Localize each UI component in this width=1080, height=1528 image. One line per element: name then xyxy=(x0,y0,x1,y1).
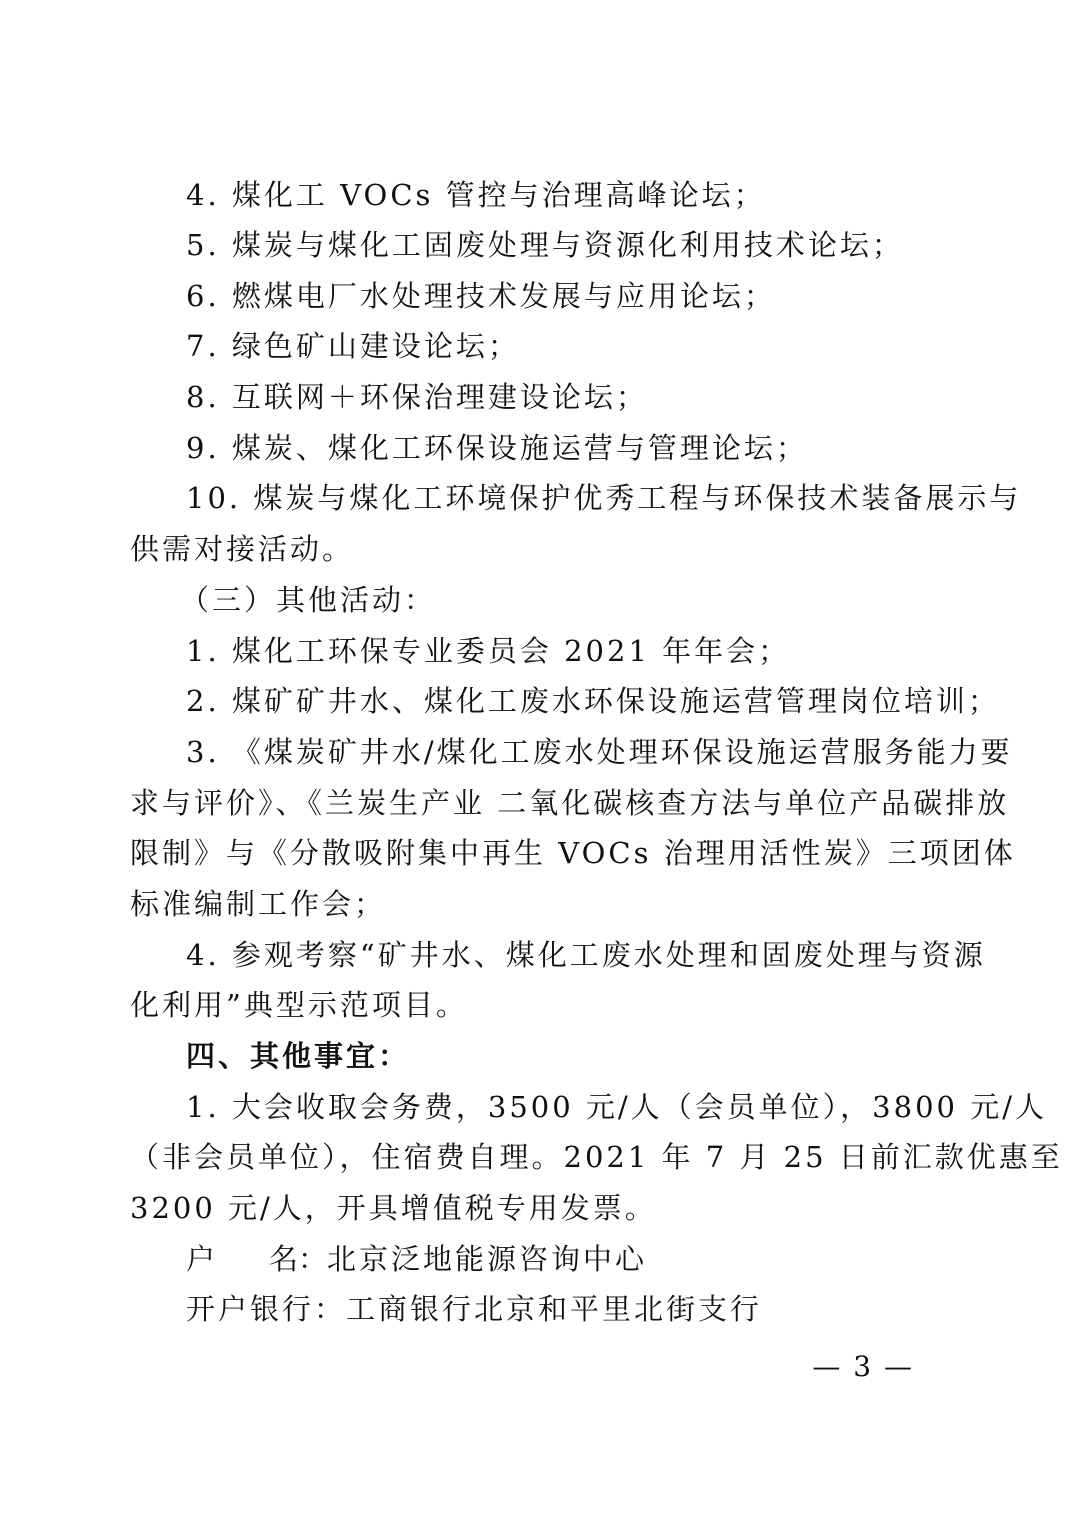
account-name-label-char1: 户 xyxy=(186,1242,216,1276)
fee-line1: 1. 大会收取会务费，3500 元/人（会员单位），3800 元/人 xyxy=(186,1090,1047,1124)
activity-item-3-line3: 限制》与《分散吸附集中再生 VOCs 治理用活性炭》三项团体 xyxy=(130,836,1016,870)
account-name-label xyxy=(186,1239,327,1279)
forum-item-4: 4. 煤化工 VOCs 管控与治理高峰论坛； xyxy=(186,178,766,212)
account-name-label-char2: 名： xyxy=(269,1242,328,1276)
account-name-value: 北京泛地能源咨询中心 xyxy=(327,1242,648,1276)
activity-item-4-line2: 化利用”典型示范项目。 xyxy=(130,988,468,1022)
forum-item-7: 7. 绿色矿山建设论坛； xyxy=(186,329,520,363)
activity-item-4-line1: 4. 参观考察“矿井水、煤化工废水处理和固废处理与资源 xyxy=(186,938,986,972)
activity-item-3-line2: 求与评价》、《兰炭生产业 二氧化碳核查方法与单位产品碳排放 xyxy=(130,786,1010,820)
bank-label: 开户银行： xyxy=(186,1292,347,1326)
bank-value: 工商银行北京和平里北街支行 xyxy=(346,1292,763,1326)
activity-item-3-line1: 3. 《煤炭矿井水/煤化工废水处理环保设施运营服务能力要 xyxy=(186,735,1013,769)
account-name-row xyxy=(186,1239,930,1279)
forum-item-8: 8. 互联网＋环保治理建设论坛； xyxy=(186,380,648,414)
forum-item-5: 5. 煤炭与煤化工固废处理与资源化利用技术论坛； xyxy=(186,228,904,262)
bank-row xyxy=(186,1289,930,1329)
forum-item-9: 9. 煤炭、煤化工环保设施运营与管理论坛； xyxy=(186,431,808,465)
activity-item-3-line4: 标准编制工作会； xyxy=(130,887,387,921)
section-3-heading: （三）其他活动： xyxy=(180,583,437,617)
activity-item-1: 1. 煤化工环保专业委员会 2021 年年会； xyxy=(186,634,791,668)
page-number: — 3 — xyxy=(812,1350,914,1383)
fee-line3: 3200 元/人，开具增值税专用发票。 xyxy=(130,1191,657,1225)
fee-line2: （非会员单位），住宿费自理。2021 年 7 月 25 日前汇款优惠至 xyxy=(130,1140,1063,1174)
forum-item-10-line2: 供需对接活动。 xyxy=(130,532,355,566)
activity-item-2: 2. 煤矿矿井水、煤化工废水环保设施运营管理岗位培训； xyxy=(186,684,1000,718)
section-4-heading: 四、其他事宜： xyxy=(186,1039,411,1073)
forum-item-6: 6. 燃煤电厂水处理技术发展与应用论坛； xyxy=(186,279,776,313)
forum-item-10-line1: 10. 煤炭与煤化工环境保护优秀工程与环保技术装备展示与 xyxy=(186,481,1022,515)
